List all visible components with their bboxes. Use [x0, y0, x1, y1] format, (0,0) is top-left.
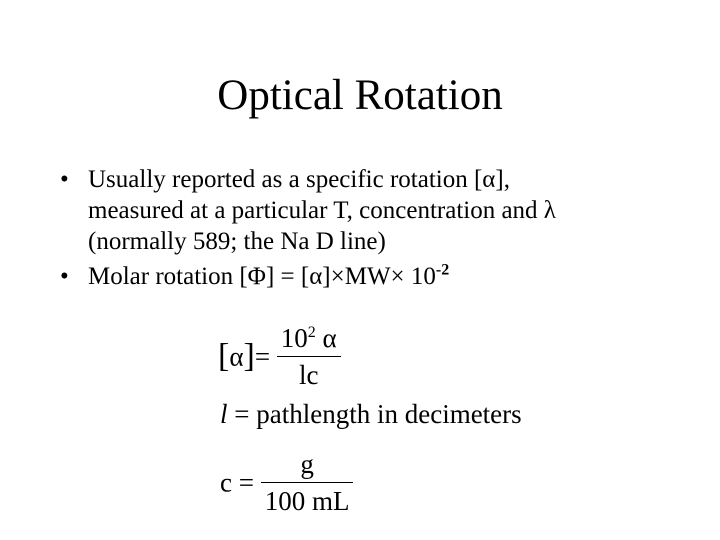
eq1-numerator-alpha: α	[322, 323, 337, 353]
equation-concentration	[220, 448, 353, 517]
eq1-numerator-exponent: 2	[307, 324, 316, 341]
eq1-fraction-bar	[277, 356, 341, 357]
bullet-item-specific-rotation	[58, 164, 698, 257]
bullet-line: (normally 589; the Na D line)	[88, 228, 386, 255]
eq3-numerator: g	[300, 449, 314, 479]
molar-rotation-text: Molar rotation [Φ] = [α]×MW× 10	[88, 263, 436, 290]
molar-rotation-exponent: -2	[435, 261, 450, 279]
eq2-equals: =	[234, 399, 250, 429]
eq2-text: pathlength in decimeters	[256, 399, 522, 429]
bullet-line: measured at a particular T, concentration and λ	[88, 197, 556, 224]
eq1-equals: =	[254, 341, 271, 372]
bullet-dot-icon: •	[60, 263, 69, 290]
eq1-numerator	[277, 322, 341, 354]
eq1-open-bracket: [	[218, 337, 230, 375]
eq2-variable: l	[220, 399, 228, 429]
bullet-item-molar-rotation	[58, 261, 698, 292]
eq3-variable: c	[220, 467, 232, 498]
equation-pathlength	[220, 398, 522, 430]
eq3-equals: =	[238, 467, 254, 498]
bullet-dot-icon: •	[60, 166, 69, 193]
bullet-line: Usually reported as a specific rotation [α],	[88, 166, 510, 193]
slide-title: Optical Rotation	[217, 72, 503, 119]
eq1-fraction	[277, 322, 341, 391]
eq3-fraction	[261, 448, 354, 517]
bullet-line	[88, 261, 698, 292]
eq1-denominator: lc	[299, 360, 319, 390]
equation-specific-rotation	[218, 322, 341, 391]
eq3-denominator: 100 mL	[264, 486, 350, 516]
eq3-fraction-bar	[261, 482, 354, 483]
bullet-list	[58, 164, 698, 296]
eq1-numerator-base: 10	[280, 323, 308, 353]
eq1-alpha: α	[229, 341, 244, 372]
eq1-close-bracket: ]	[243, 337, 255, 375]
